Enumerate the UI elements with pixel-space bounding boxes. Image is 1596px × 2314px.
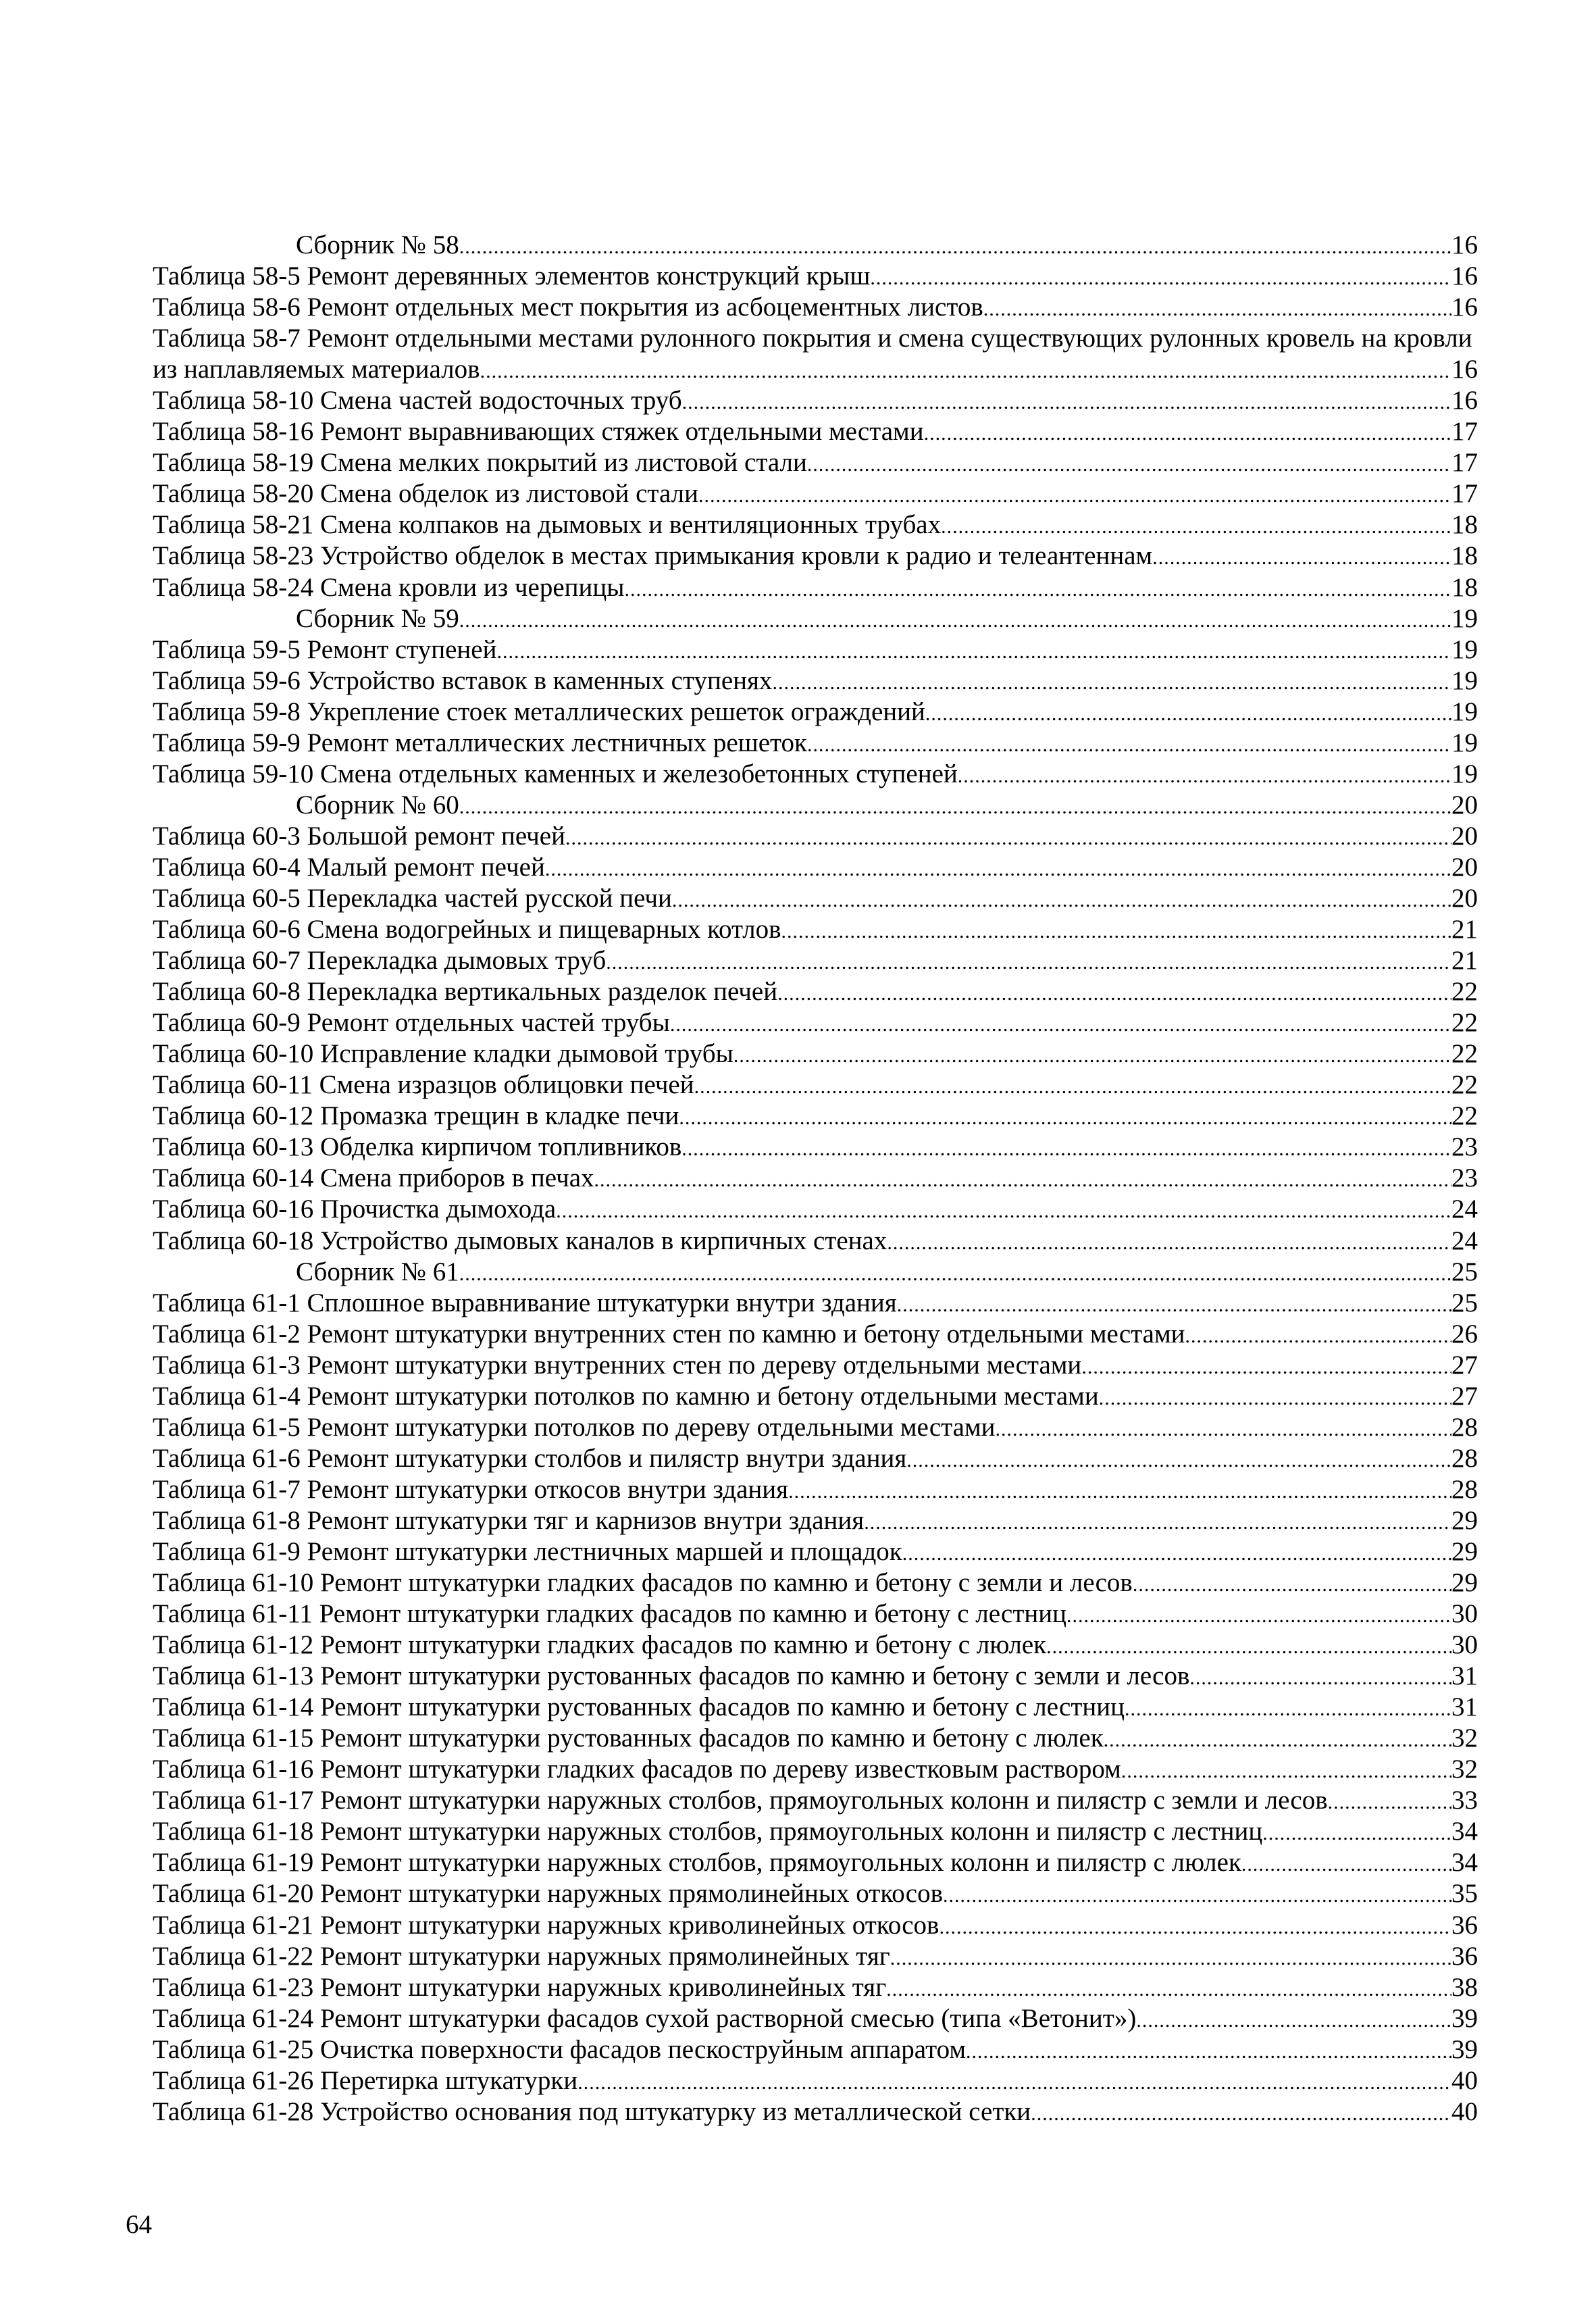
toc-entry-page: 30 — [1451, 1599, 1478, 1629]
toc-entry — [153, 1038, 1478, 1070]
toc-entry-title: Таблица 61-13 Ремонт штукатурки рустованных фасадов по камню и бетону с земли и лесов — [153, 1661, 1190, 1691]
toc-entry-page: 21 — [1451, 946, 1478, 976]
toc-entry-page: 25 — [1451, 1257, 1478, 1286]
toc-entry-page: 39 — [1451, 2003, 1478, 2033]
toc-entry-title: Таблица 58-23 Устройство обделок в местах примыкания кровли к радио и телеантеннам — [153, 541, 1153, 571]
toc-entry — [153, 728, 1478, 759]
dot-leader — [1185, 1321, 1451, 1352]
toc-entry-page: 17 — [1451, 417, 1478, 447]
toc-entry-page: 22 — [1451, 1101, 1478, 1131]
dot-leader — [682, 387, 1451, 418]
toc-entry — [153, 1070, 1478, 1101]
toc-entry — [153, 1163, 1478, 1194]
toc-entry-page: 40 — [1451, 2065, 1478, 2095]
toc-entry-title: Таблица 61-28 Устройство основания под штукатурку из металлической сетки — [153, 2096, 1031, 2126]
toc-entry-page: 32 — [1451, 1724, 1478, 1753]
dot-leader — [733, 1040, 1451, 1072]
toc-entry-page: 31 — [1451, 1661, 1478, 1691]
dot-leader — [565, 823, 1451, 854]
toc-entry-title: Таблица 61-12 Ремонт штукатурки гладких фасадов по камню и бетону с люлек — [153, 1630, 1047, 1660]
toc-section-heading — [153, 790, 1478, 821]
toc-entry-title: Таблица 61-6 Ремонт штукатурки столбов и пилястр внутри здания — [153, 1443, 907, 1473]
toc-entry-title: Таблица 59-8 Укрепление стоек металлических решеток ограждений — [153, 697, 925, 726]
toc-entry-page: 28 — [1451, 1474, 1478, 1504]
toc-entry-page: 29 — [1451, 1505, 1478, 1535]
toc-entry — [153, 852, 1478, 883]
toc-entry — [153, 1474, 1478, 1505]
dot-leader — [897, 1290, 1451, 1321]
toc-entry-title: Таблица 61-16 Ремонт штукатурки гладких фасадов по дереву известковым раствором — [153, 1755, 1121, 1784]
toc-entry-page: 16 — [1451, 293, 1478, 322]
dot-leader — [1104, 1725, 1451, 1756]
toc-entry — [153, 1194, 1478, 1225]
toc-entry-title: Таблица 60-16 Прочистка дымохода — [153, 1194, 557, 1224]
dot-leader — [606, 947, 1451, 978]
toc-entry-page: 19 — [1451, 728, 1478, 757]
dot-leader — [807, 730, 1451, 761]
dot-leader — [480, 356, 1451, 387]
toc-entry-title: Таблица 61-25 Очистка поверхности фасадов пескоструйным аппаратом — [153, 2034, 967, 2064]
dot-leader — [772, 668, 1451, 699]
toc-entry-title: из наплавляемых материалов — [153, 355, 480, 384]
toc-entry-page: 22 — [1451, 977, 1478, 1007]
dot-leader — [577, 2067, 1451, 2098]
toc-entry — [153, 1816, 1478, 1847]
toc-entry-page: 19 — [1451, 603, 1478, 633]
toc-entry-title: Таблица 61-10 Ремонт штукатурки гладких фасадов по камню и бетону с земли и лесов — [153, 1568, 1133, 1598]
toc-entry-title: Таблица 61-7 Ремонт штукатурки откосов внутри здания — [153, 1474, 789, 1504]
dot-leader — [1262, 1818, 1451, 1849]
toc-entry-page: 23 — [1451, 1132, 1478, 1162]
toc-entry-title: Таблица 60-12 Промазка трещин в кладке печи — [153, 1101, 679, 1131]
dot-leader — [1066, 1601, 1451, 1632]
toc-entry-title: Таблица 61-26 Перетирка штукатурки — [153, 2065, 578, 2095]
toc-entry — [153, 759, 1478, 790]
toc-entry — [153, 1847, 1478, 1878]
dot-leader — [624, 574, 1451, 605]
toc-entry-page: 16 — [1451, 261, 1478, 291]
dot-leader — [672, 885, 1451, 916]
dot-leader — [864, 1507, 1451, 1538]
toc-entry-page: 38 — [1451, 1972, 1478, 2002]
dot-leader — [1241, 1849, 1451, 1880]
toc-entry-title: Таблица 61-23 Ремонт штукатурки наружных криволинейных тяг — [153, 1972, 887, 2002]
dot-leader — [777, 978, 1451, 1009]
toc-entry-page: 20 — [1451, 852, 1478, 882]
toc-entry-page: 19 — [1451, 759, 1478, 788]
toc-entry — [153, 1910, 1478, 1941]
toc-entry — [153, 1630, 1478, 1661]
toc-entry — [153, 2065, 1478, 2096]
dot-leader — [594, 1165, 1451, 1196]
toc-entry-title: Таблица 60-4 Малый ремонт печей — [153, 852, 545, 882]
dot-leader — [1152, 543, 1451, 574]
toc-entry — [153, 354, 1478, 385]
dot-leader — [788, 1476, 1451, 1507]
toc-entry-title: Таблица 58-20 Смена обделок из листовой стали — [153, 479, 698, 509]
dot-leader — [1125, 1694, 1451, 1725]
toc-entry-page: 19 — [1451, 697, 1478, 726]
toc-entry — [153, 634, 1478, 665]
toc-entry-title: Таблица 61-15 Ремонт штукатурки рустованных фасадов по камню и бетону с люлек — [153, 1724, 1104, 1753]
dot-leader — [1328, 1787, 1451, 1818]
toc-entry-page: 22 — [1451, 1070, 1478, 1100]
dot-leader — [459, 232, 1451, 263]
toc-entry-title: Таблица 60-13 Обделка кирпичом топливников — [153, 1132, 682, 1162]
toc-entry-page: 17 — [1451, 448, 1478, 478]
dot-leader — [1133, 1569, 1451, 1601]
dot-leader — [679, 1103, 1451, 1134]
dot-leader — [943, 1880, 1451, 1911]
toc-entry — [153, 1412, 1478, 1443]
toc-entry-page: 33 — [1451, 1786, 1478, 1815]
toc-entry-page: 19 — [1451, 665, 1478, 695]
toc-entry-page: 21 — [1451, 915, 1478, 945]
toc-entry-title: Таблица 58-6 Ремонт отдельных мест покрытия из асбоцементных листов — [153, 293, 983, 322]
dot-leader — [924, 418, 1451, 449]
toc-entry-page: 26 — [1451, 1319, 1478, 1349]
toc-entry-title: Таблица 58-5 Ремонт деревянных элементов конструкций крыш — [153, 261, 871, 291]
toc-entry-page: 32 — [1451, 1755, 1478, 1784]
toc-section-heading — [153, 230, 1478, 261]
toc-entry — [153, 1381, 1478, 1412]
dot-leader — [807, 449, 1451, 480]
toc-entry-page: 31 — [1451, 1692, 1478, 1722]
toc-entry-title: Таблица 58-7 Ремонт отдельными местами рулонного покрытия и смена существующих рулонных кровель на кровли — [153, 324, 1472, 353]
toc-entry-title: Таблица 60-11 Смена изразцов облицовки печей — [153, 1070, 694, 1100]
dot-leader — [1081, 1352, 1451, 1383]
toc-entry-title: Сборник № 60 — [296, 790, 459, 820]
toc-entry-page: 40 — [1451, 2096, 1478, 2126]
dot-leader — [996, 1414, 1451, 1445]
dot-leader — [459, 1259, 1451, 1290]
toc-entry-page: 20 — [1451, 790, 1478, 820]
toc-entry-page: 39 — [1451, 2034, 1478, 2064]
toc-entry — [153, 1226, 1478, 1257]
dot-leader — [886, 1974, 1451, 2005]
toc-entry-title: Таблица 58-21 Смена колпаков на дымовых и вентиляционных трубах — [153, 510, 942, 540]
dot-leader — [983, 294, 1451, 325]
toc-entry — [153, 261, 1478, 292]
toc-entry — [153, 1101, 1478, 1132]
toc-entry-title: Таблица 59-9 Ремонт металлических лестничных решеток — [153, 728, 808, 757]
toc-entry — [153, 914, 1478, 945]
toc-entry — [153, 821, 1478, 852]
toc-entry — [153, 945, 1478, 976]
toc-entry-title: Таблица 61-8 Ремонт штукатурки тяг и карнизов внутри здания — [153, 1505, 865, 1535]
toc-entry-page: 16 — [1451, 386, 1478, 416]
toc-entry-page: 16 — [1451, 355, 1478, 384]
toc-entry — [153, 1599, 1478, 1630]
toc-entry — [153, 665, 1478, 697]
toc-entry — [153, 572, 1478, 603]
toc-entry — [153, 1878, 1478, 1909]
toc-entry-page: 20 — [1451, 883, 1478, 913]
toc-entry — [153, 540, 1478, 572]
dot-leader — [939, 1912, 1451, 1943]
toc-entry — [153, 2034, 1478, 2065]
toc-entry-page: 24 — [1451, 1194, 1478, 1224]
toc-section-heading — [153, 603, 1478, 634]
dot-leader — [496, 636, 1451, 668]
dot-leader — [870, 263, 1451, 294]
dot-leader — [906, 1445, 1451, 1476]
toc-entry-title: Таблица 61-3 Ремонт штукатурки внутренних стен по дереву отдельными местами — [153, 1350, 1082, 1380]
toc-entry-page: 19 — [1451, 634, 1478, 664]
toc-entry-page: 22 — [1451, 1008, 1478, 1038]
toc-entry-title: Таблица 61-5 Ремонт штукатурки потолков по дереву отдельными местами — [153, 1412, 996, 1442]
toc-entry-title: Таблица 61-18 Ремонт штукатурки наружных столбов, прямоугольных колонн и пилястр с лестниц — [153, 1817, 1263, 1846]
dot-leader — [681, 1134, 1451, 1165]
toc-entry-title: Таблица 61-20 Ремонт штукатурки наружных прямолинейных откосов — [153, 1879, 943, 1909]
toc-entry-title: Таблица 61-17 Ремонт штукатурки наружных столбов, прямоугольных колонн и пилястр с земли и лесов — [153, 1786, 1328, 1815]
toc-entry-page: 17 — [1451, 479, 1478, 509]
toc-entry-title: Таблица 60-10 Исправление кладки дымовой трубы — [153, 1039, 733, 1069]
toc-entry — [153, 1785, 1478, 1816]
toc-entry-page: 34 — [1451, 1848, 1478, 1878]
toc-entry-title: Таблица 61-14 Ремонт штукатурки рустованных фасадов по камню и бетону с лестниц — [153, 1692, 1125, 1722]
toc-entry-page: 24 — [1451, 1226, 1478, 1255]
toc-section-heading — [153, 1257, 1478, 1288]
toc-entry-page: 29 — [1451, 1568, 1478, 1598]
toc-entry-page: 18 — [1451, 572, 1478, 602]
toc-entry — [153, 447, 1478, 478]
toc-entry-title: Таблица 59-10 Смена отдельных каменных и железобетонных ступеней — [153, 759, 958, 788]
toc-entry-title: Таблица 60-3 Большой ремонт печей — [153, 821, 565, 851]
toc-entry-title: Сборник № 61 — [296, 1257, 459, 1286]
toc-entry — [153, 697, 1478, 728]
toc-entry-page: 27 — [1451, 1350, 1478, 1380]
toc-entry-page: 23 — [1451, 1163, 1478, 1193]
toc-entry — [153, 1319, 1478, 1350]
toc-entry-title: Таблица 60-5 Перекладка частей русской печи — [153, 883, 672, 913]
toc-entry-title: Таблица 59-5 Ремонт ступеней — [153, 634, 497, 664]
dot-leader — [902, 1538, 1451, 1569]
dot-leader — [556, 1196, 1451, 1227]
toc-entry — [153, 1661, 1478, 1692]
toc-entry-title: Таблица 61-2 Ремонт штукатурки внутренних стен по камню и бетону отдельными местами — [153, 1319, 1185, 1349]
dot-leader — [459, 792, 1451, 823]
toc-entry — [153, 2096, 1478, 2128]
toc-entry-title: Таблица 61-24 Ремонт штукатурки фасадов сухой растворной смесью (типа «Ветонит») — [153, 2003, 1137, 2033]
dot-leader — [1121, 1756, 1451, 1787]
toc-entry — [153, 478, 1478, 509]
dot-leader — [545, 854, 1451, 885]
toc-entry — [153, 1754, 1478, 1785]
toc-entry — [153, 323, 1478, 354]
toc-entry — [153, 1007, 1478, 1038]
toc-entry-page: 34 — [1451, 1817, 1478, 1846]
toc-entry — [153, 1536, 1478, 1567]
toc-entry-title: Таблица 60-8 Перекладка вертикальных разделок печей — [153, 977, 778, 1007]
dot-leader — [698, 480, 1451, 511]
toc-entry — [153, 1972, 1478, 2003]
page-number: 64 — [126, 2210, 152, 2239]
toc-entry-title: Таблица 61-4 Ремонт штукатурки потолков по камню и бетону отдельными местами — [153, 1381, 1099, 1411]
toc-entry-title: Таблица 61-11 Ремонт штукатурки гладких фасадов по камню и бетону с лестниц — [153, 1599, 1067, 1629]
toc-entry — [153, 1567, 1478, 1599]
toc-entry-title: Таблица 58-10 Смена частей водосточных труб — [153, 386, 682, 416]
toc-entry-title: Таблица 60-14 Смена приборов в печах — [153, 1163, 594, 1193]
toc-entry-title: Таблица 60-6 Смена водогрейных и пищеварных котлов — [153, 915, 781, 945]
toc-entry-page: 35 — [1451, 1879, 1478, 1909]
dot-leader — [1189, 1663, 1451, 1694]
dot-leader — [1136, 2005, 1451, 2036]
dot-leader — [966, 2036, 1451, 2067]
dot-leader — [890, 1943, 1451, 1974]
toc-entry-title: Таблица 61-9 Ремонт штукатурки лестничных маршей и площадок — [153, 1536, 902, 1566]
toc-entry-title: Сборник № 58 — [296, 230, 459, 259]
toc-entry — [153, 2003, 1478, 2034]
dot-leader — [694, 1072, 1451, 1103]
toc-entry-title: Таблица 58-19 Смена мелких покрытий из листовой стали — [153, 448, 807, 478]
toc-entry — [153, 416, 1478, 447]
toc-entry-page: 25 — [1451, 1288, 1478, 1317]
dot-leader — [925, 699, 1451, 730]
toc-entry — [153, 1941, 1478, 1972]
toc-entry — [153, 1350, 1478, 1381]
toc-entry — [153, 1505, 1478, 1536]
toc-entry-page: 20 — [1451, 821, 1478, 851]
dot-leader — [1031, 2098, 1451, 2130]
toc-entry-title: Таблица 61-1 Сплошное выравнивание штукатурки внутри здания — [153, 1288, 897, 1317]
toc-entry-page: 28 — [1451, 1412, 1478, 1442]
toc-entry — [153, 883, 1478, 914]
toc-entry-title: Таблица 58-24 Смена кровли из черепицы — [153, 572, 625, 602]
toc-entry-title: Таблица 58-16 Ремонт выравнивающих стяжек отдельными местами — [153, 417, 924, 447]
dot-leader — [1046, 1632, 1451, 1663]
toc-entry — [153, 976, 1478, 1007]
toc-entry — [153, 1692, 1478, 1723]
toc-entry-page: 36 — [1451, 1910, 1478, 1940]
dot-leader — [887, 1228, 1451, 1259]
toc-entry-title: Таблица 60-7 Перекладка дымовых труб — [153, 946, 607, 976]
toc-entry-page: 29 — [1451, 1536, 1478, 1566]
toc-entry-page: 22 — [1451, 1039, 1478, 1069]
toc-entry — [153, 1443, 1478, 1474]
toc-entry-page: 16 — [1451, 230, 1478, 259]
toc-entry-title: Таблица 61-21 Ремонт штукатурки наружных криволинейных откосов — [153, 1910, 939, 1940]
toc-entry-title: Таблица 60-9 Ремонт отдельных частей трубы — [153, 1008, 670, 1038]
toc-entry — [153, 385, 1478, 416]
toc-entry-page: 18 — [1451, 510, 1478, 540]
dot-leader — [958, 761, 1451, 792]
toc-entry-page: 18 — [1451, 541, 1478, 571]
toc-entry-page: 28 — [1451, 1443, 1478, 1473]
toc-entry — [153, 509, 1478, 540]
toc-entry-title: Таблица 61-19 Ремонт штукатурки наружных столбов, прямоугольных колонн и пилястр с люлек — [153, 1848, 1241, 1878]
toc-entry — [153, 1132, 1478, 1163]
toc-entry — [153, 292, 1478, 323]
toc-entry-title: Сборник № 59 — [296, 603, 459, 633]
toc-entry-title: Таблица 59-6 Устройство вставок в каменных ступенях — [153, 665, 773, 695]
toc-entry-page: 27 — [1451, 1381, 1478, 1411]
table-of-contents — [153, 230, 1478, 2128]
toc-entry-page: 36 — [1451, 1941, 1478, 1971]
toc-entry-title: Таблица 60-18 Устройство дымовых каналов в кирпичных стенах — [153, 1226, 887, 1255]
toc-entry — [153, 1723, 1478, 1754]
toc-entry — [153, 1288, 1478, 1319]
dot-leader — [781, 916, 1451, 947]
dot-leader — [459, 605, 1451, 636]
dot-leader — [670, 1009, 1451, 1040]
dot-leader — [1099, 1383, 1451, 1414]
toc-entry-page: 30 — [1451, 1630, 1478, 1660]
dot-leader — [941, 511, 1451, 543]
toc-entry-title: Таблица 61-22 Ремонт штукатурки наружных прямолинейных тяг — [153, 1941, 890, 1971]
